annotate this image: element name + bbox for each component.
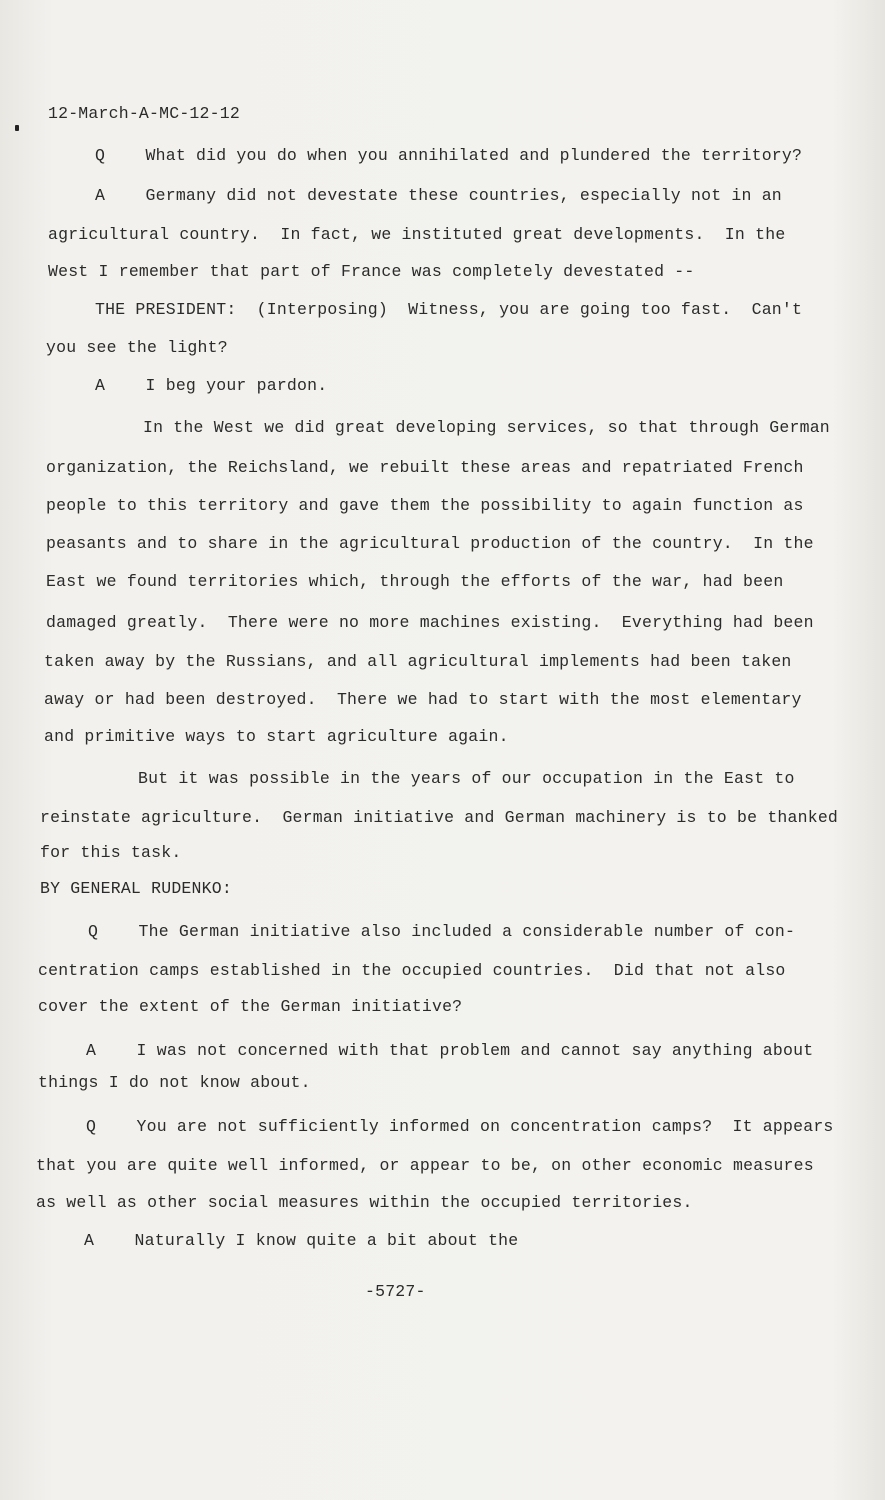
text-line: agricultural country. In fact, we instituted great developments. In the	[48, 225, 786, 244]
text-line: as well as other social measures within the occupied territories.	[36, 1193, 693, 1212]
text-line: things I do not know about.	[38, 1073, 311, 1092]
margin-mark	[15, 125, 19, 131]
text-line: In the West we did great developing services, so that through German	[143, 418, 830, 437]
text-line: peasants and to share in the agricultural production of the country. In the	[46, 534, 814, 553]
text-line: A Naturally I know quite a bit about the	[84, 1231, 519, 1250]
text-line: East we found territories which, through the efforts of the war, had been	[46, 572, 784, 591]
text-line: Q You are not sufficiently informed on concentration camps? It appears	[86, 1117, 834, 1136]
text-line: and primitive ways to start agriculture again.	[44, 727, 509, 746]
text-line: organization, the Reichsland, we rebuilt these areas and repatriated French	[46, 458, 804, 477]
text-line: Q What did you do when you annihilated and plundered the territory?	[95, 146, 803, 165]
text-line: that you are quite well informed, or appear to be, on other economic measures	[36, 1156, 814, 1175]
text-line: damaged greatly. There were no more machines existing. Everything had been	[46, 613, 814, 632]
text-line: centration camps established in the occupied countries. Did that not also	[38, 961, 786, 980]
text-line: you see the light?	[46, 338, 228, 357]
page-header: 12-March-A-MC-12-12	[48, 104, 240, 123]
text-line: away or had been destroyed. There we had to start with the most elementary	[44, 690, 802, 709]
text-line: A I was not concerned with that problem and cannot say anything about	[86, 1041, 814, 1060]
section-heading: BY GENERAL RUDENKO:	[40, 879, 232, 898]
page-number: -5727-	[365, 1282, 426, 1301]
text-line: A I beg your pardon.	[95, 376, 328, 395]
text-line: people to this territory and gave them the possibility to again function as	[46, 496, 804, 515]
text-line: taken away by the Russians, and all agricultural implements had been taken	[44, 652, 792, 671]
text-line: Q The German initiative also included a considerable number of con-	[88, 922, 796, 941]
text-line: But it was possible in the years of our occupation in the East to	[138, 769, 795, 788]
text-line: reinstate agriculture. German initiative and German machinery is to be thanked	[40, 808, 839, 827]
text-line: for this task.	[40, 843, 182, 862]
text-line: A Germany did not devestate these countries, especially not in an	[95, 186, 782, 205]
text-line: THE PRESIDENT: (Interposing) Witness, you are going too fast. Can't	[95, 300, 803, 319]
text-line: cover the extent of the German initiative?	[38, 997, 463, 1016]
text-line: West I remember that part of France was completely devestated --	[48, 262, 695, 281]
